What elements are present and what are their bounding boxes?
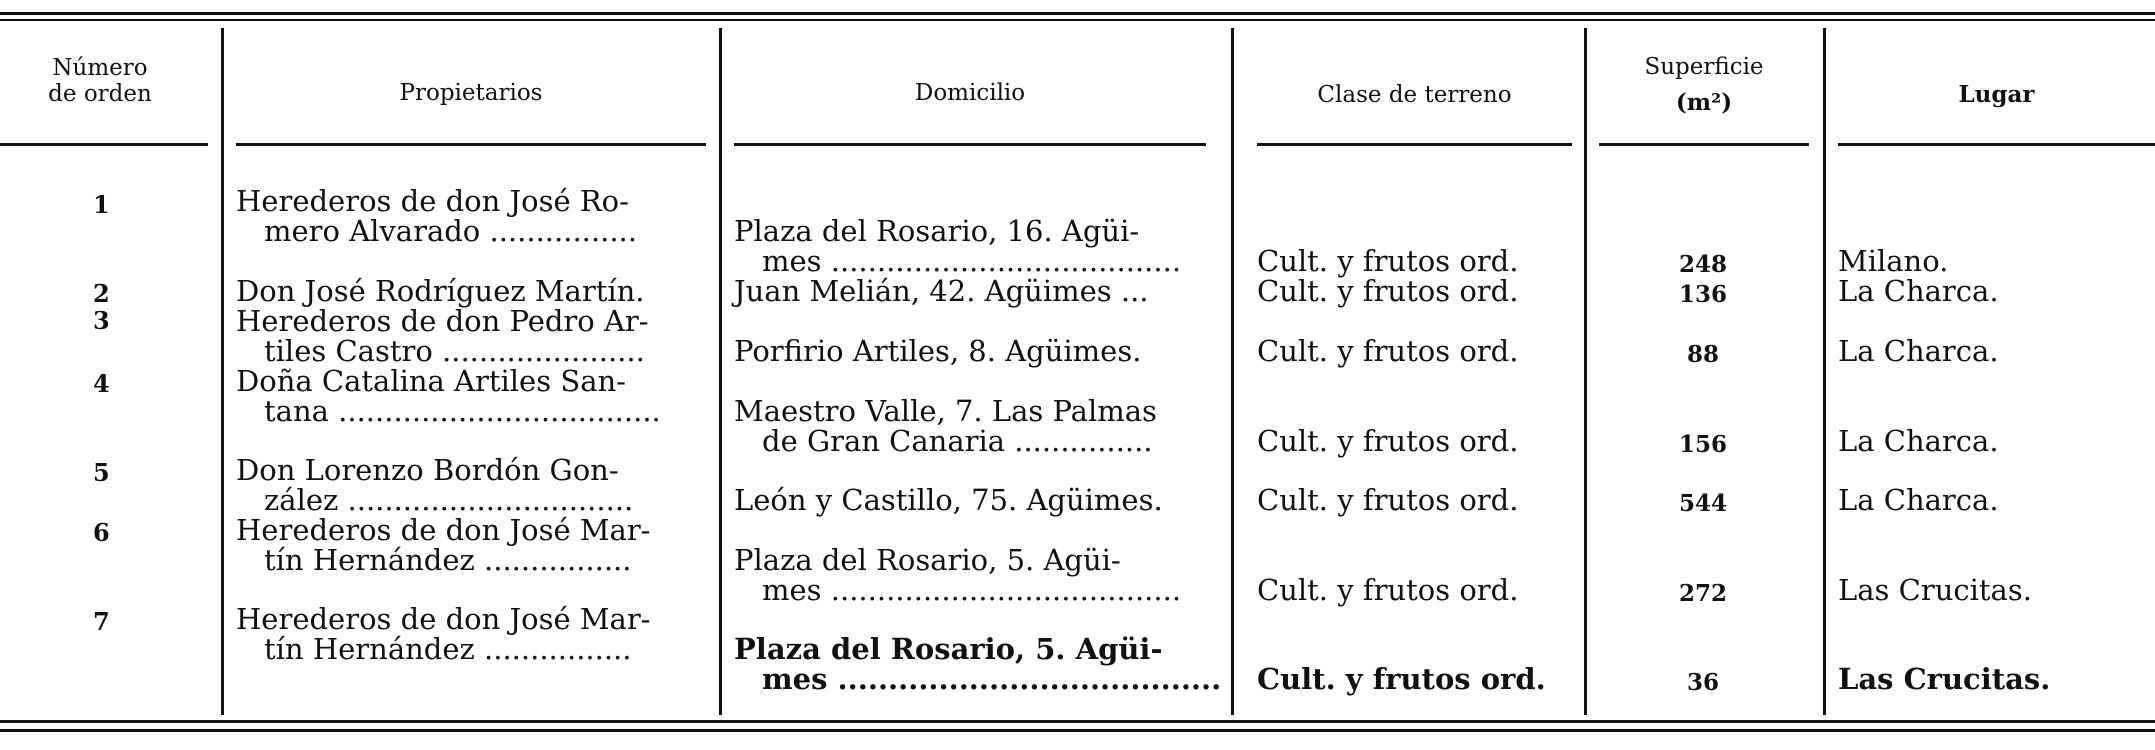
header-numero: [10, 55, 190, 107]
column-rule: [221, 28, 224, 715]
place: Milano.: [1838, 244, 1949, 278]
bottom-rule-upper: [0, 720, 2155, 723]
place: La Charca.: [1838, 483, 1999, 517]
address: Plaza del Rosario, 16. Agüi- mes ......................................: [734, 214, 1182, 278]
header-underline: [1838, 143, 2155, 146]
surface-area: 156: [1678, 431, 1727, 458]
header-clase: Clase de terreno: [1317, 82, 1512, 108]
land-class: Cult. y frutos ord.: [1257, 334, 1519, 368]
address: Plaza del Rosario, 5. Agüi- mes ......................................: [734, 543, 1182, 607]
row-number: 5: [93, 458, 110, 487]
surface-area: 544: [1678, 490, 1727, 517]
row-number: 3: [93, 306, 110, 335]
header-numero-line2: de orden: [48, 81, 152, 107]
land-class: Cult. y frutos ord.: [1257, 662, 1546, 696]
row-number: 4: [93, 369, 110, 398]
header-superficie-line2: (m²): [1675, 89, 1733, 116]
address: León y Castillo, 75. Agüimes.: [734, 483, 1163, 517]
header-underline: [734, 143, 1206, 146]
surface-area: 272: [1678, 580, 1727, 607]
owner: Herederos de don José Mar- tín Hernández ................: [236, 513, 651, 577]
address: Porfirio Artiles, 8. Agüimes.: [734, 334, 1142, 368]
land-class: Cult. y frutos ord.: [1257, 424, 1519, 458]
owner: Doña Catalina Artiles San- tana ...................................: [236, 364, 661, 428]
address: Maestro Valle, 7. Las Palmas de Gran Canaria ...............: [734, 394, 1157, 458]
column-rule: [1231, 28, 1234, 715]
row-number: 7: [93, 607, 110, 636]
row-number: 2: [93, 279, 110, 308]
header-superficie: [1599, 54, 1809, 116]
place: Las Crucitas.: [1838, 662, 2051, 696]
column-rule: [1823, 28, 1826, 715]
top-rule-inner: [0, 19, 2155, 21]
column-rule: [719, 28, 722, 715]
surface-area: 88: [1686, 341, 1719, 368]
row-number: 6: [93, 518, 110, 547]
address: Juan Melián, 42. Agüimes ...: [734, 274, 1149, 308]
header-underline: [1599, 143, 1809, 146]
owner: Don José Rodríguez Martín.: [236, 274, 645, 308]
land-class: Cult. y frutos ord.: [1257, 274, 1519, 308]
header-numero-line1: Número: [52, 55, 148, 81]
header-superficie-line1: Superficie: [1644, 54, 1764, 80]
land-class: Cult. y frutos ord.: [1257, 573, 1519, 607]
place: Las Crucitas.: [1838, 573, 2032, 607]
owner: Herederos de don José Mar- tín Hernández ................: [236, 602, 651, 666]
bottom-rule-lower: [0, 729, 2155, 732]
land-class: Cult. y frutos ord.: [1257, 244, 1519, 278]
header-domicilio: Domicilio: [914, 80, 1026, 106]
place: La Charca.: [1838, 424, 1999, 458]
place: La Charca.: [1838, 334, 1999, 368]
land-class: Cult. y frutos ord.: [1257, 483, 1519, 517]
owner: Herederos de don Pedro Ar- tiles Castro ......................: [236, 304, 649, 368]
owner: Herederos de don José Ro- mero Alvarado ................: [236, 184, 637, 248]
header-underline: [1257, 143, 1572, 146]
header-propietarios: Propietarios: [399, 80, 543, 106]
surface-area: 248: [1678, 251, 1727, 278]
top-rule-outer: [0, 12, 2155, 15]
header-underline: [236, 143, 706, 146]
place: La Charca.: [1838, 274, 1999, 308]
surface-area: 136: [1678, 281, 1727, 308]
row-number: 1: [93, 190, 110, 219]
header-lugar: Lugar: [1958, 81, 2035, 108]
header-underline: [0, 143, 208, 146]
column-rule: [1584, 28, 1587, 715]
owner: Don Lorenzo Bordón Gon- zález ...............................: [236, 453, 634, 517]
surface-area: 36: [1686, 669, 1719, 696]
address: Plaza del Rosario, 5. Agüi- mes ......................................: [734, 632, 1222, 696]
